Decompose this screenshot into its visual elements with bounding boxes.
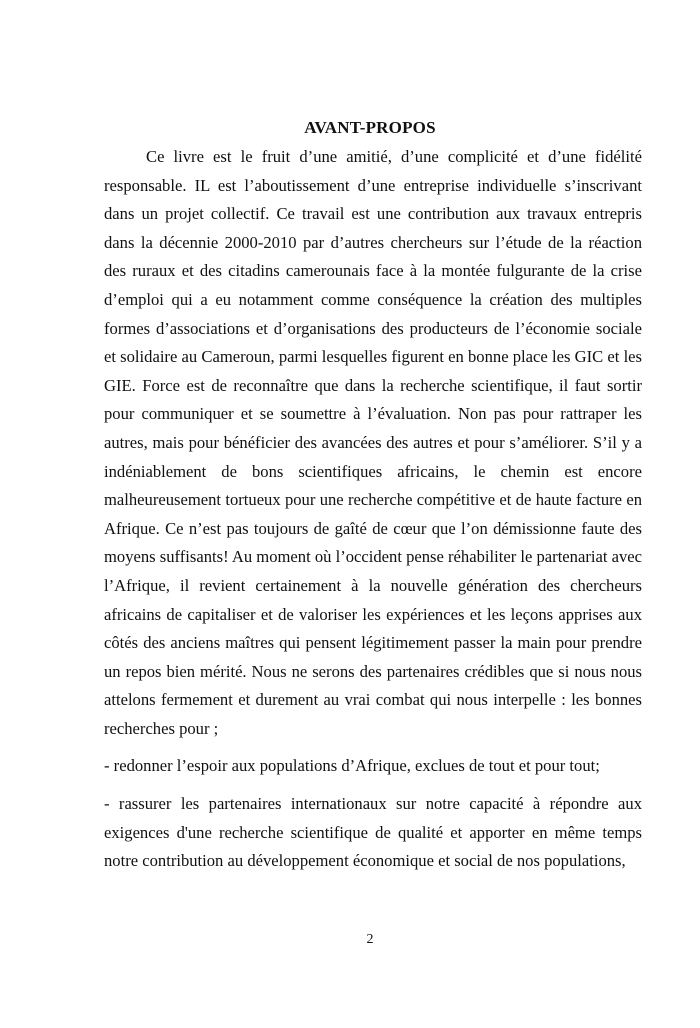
bullet-paragraph-hope: - redonner l’espoir aux populations d’Afrique, exclues de tout et pour tout; [104,756,600,776]
page-title: AVANT-PROPOS [304,118,436,137]
main-paragraph: Ce livre est le fruit d’une amitié, d’une complicité et d’une fidélité responsable. IL est l’aboutissement d’une entreprise individuelle s’inscrivant dans un projet collectif. Ce travail est une contribution aux travaux entrepris dans la décennie 2000-2010 par d’autres chercheurs sur l’étude de la réaction des ruraux et des citadins camerounais face à la montée fulgurante de la crise d’emploi qui a eu notamment comme conséquence la création des multiples formes d’associations et d’organisations des producteurs de l’économie sociale et solidaire au Cameroun, parmi lesquelles figurent en bonne place les GIC et les GIE. Force est de reconnaître que dans la recherche scientifique, il faut sortir pour communiquer et se soumettre à l’évaluation. Non pas pour rattraper les autres, mais pour bénéficier des avancées des autres et pour s’améliorer. S’il y a indéniablement de bons scientifiques africains, le chemin est encore malheureusement tortueux pour une recherche compétitive et de haute facture en Afrique. Ce n’est pas toujours de gaîté de cœur que l’on démissionne faute des moyens suffisants! Au moment où l’occident pense réhabiliter le partenariat avec l’Afrique, il revient certainement à la nouvelle génération des chercheurs africains de capitaliser et de valoriser les expériences et les leçons apprises aux côtés des anciens maîtres qui pensent légitimement passer la main pour prendre un repos bien mérité. Nous ne serons des partenaires crédibles que si nous nous attelons fermement et durement au vrai combat qui nous interpelle : les bonnes recherches pour ; [104,147,642,738]
bullet-paragraph-partners: - rassurer les partenaires internationaux sur notre capacité à répondre aux exigences d'une recherche scientifique de qualité et apporter en même temps notre contribution au développement économique et social de nos populations, [104,794,642,871]
page-number: 2 [366,932,374,947]
body-text [104,143,642,876]
